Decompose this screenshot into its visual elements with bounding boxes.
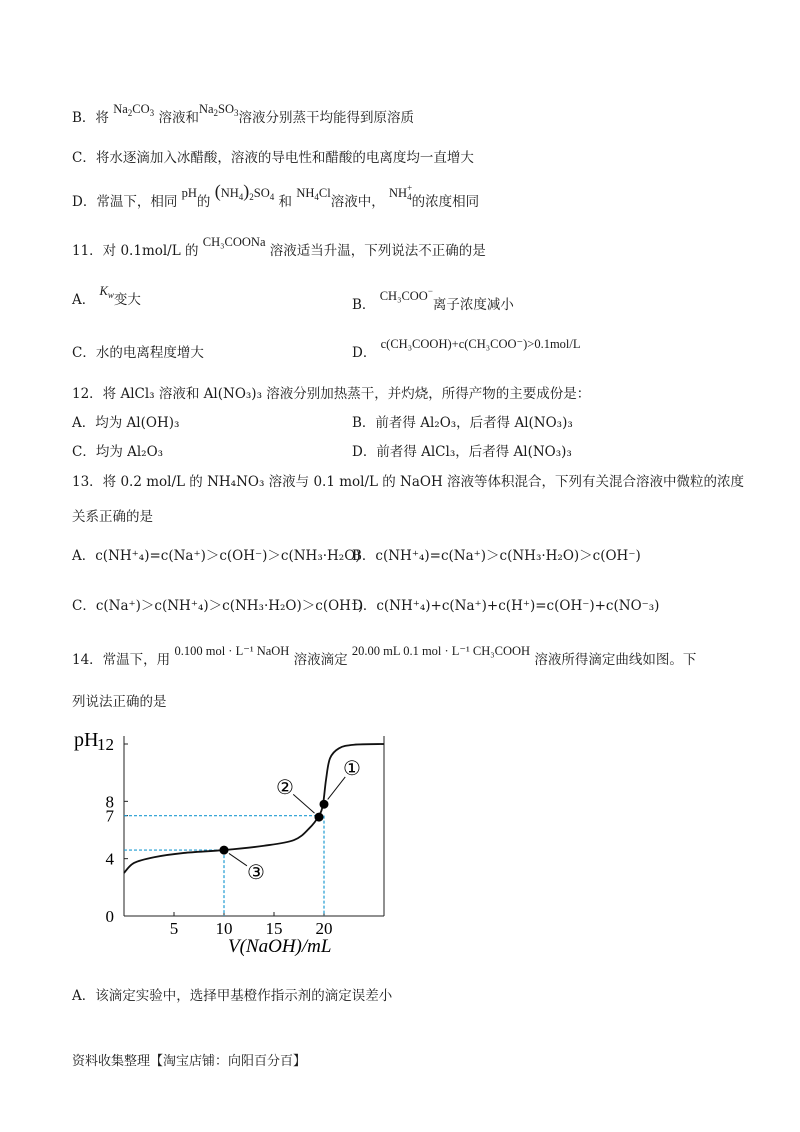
q13-stem-line1: 13．将 0.2 mol/L 的 NH₄NO₃ 溶液与 0.1 mol/L 的 NaOH 溶液等体积混合，下列有关混合溶液中微粒的浓度 — [72, 474, 745, 490]
q11-option-c: C．水的电离程度增大 — [72, 345, 204, 361]
q13-stem-line2: 关系正确的是 — [72, 509, 153, 525]
point-leader-line — [328, 777, 346, 800]
q12-option-d: D．前者得 AlCl₃，后者得 Al(NO₃)₃ — [352, 444, 572, 460]
nh4cl-formula: $NH_4Cl$ — [296, 186, 331, 202]
q11-option-b: B． CH₃COO−离子浓度减小 — [352, 286, 514, 313]
footer-source: 资料收集整理【淘宝店铺：向阳百分百】 — [72, 1054, 307, 1069]
option-c-q10: C．将水逐滴加入冰醋酸，溶液的导电性和醋酸的电离度均一直增大 — [72, 150, 474, 166]
ammonium-ion: $NH^+_4$ — [389, 183, 413, 202]
acetic-acid-reagent: 20.00 mL 0.1 mol · L⁻¹ CH₃COOH — [351, 644, 531, 658]
x-tick-label: 5 — [169, 919, 179, 938]
q13-option-b: B．c(NH⁺₄)=c(Na⁺)＞c(NH₃·H₂O)＞c(OH⁻) — [352, 548, 641, 564]
marked-point — [220, 846, 229, 855]
q13-option-a: A．c(NH⁺₄)=c(Na⁺)＞c(OH⁻)＞c(NH₃·H₂O) — [72, 548, 361, 564]
q11-stem: 11．对 0.1mol/L 的 CH₃COONa 溶液适当升温，下列说法不正确的是 — [72, 235, 486, 259]
option-d-q10: D．常温下，相同 pH的 $(NH_4)_2SO_4$ 和 $NH_4Cl$溶液中， $NH^+_4$的浓度相同 — [72, 181, 480, 210]
q12-option-a: A．均为 Al(OH)₃ — [72, 415, 180, 431]
point-label: ② — [276, 777, 294, 800]
q13-option-c: C．c(Na⁺)＞c(NH⁺₄)＞c(NH₃·H₂O)＞c(OH⁻) — [72, 598, 364, 614]
y-axis-label: pH — [74, 729, 99, 751]
conc-sum-formula: c(CH₃COOH)+c(CH₃COO⁻)>0.1mol/L — [380, 337, 581, 351]
ammonium-sulfate-formula: $(NH_4)_2SO_4$ — [214, 181, 275, 202]
point-leader-line — [229, 853, 247, 865]
q12-stem: 12．将 AlCl₃ 溶液和 Al(NO₃)₃ 溶液分别加热蒸干，并灼烧，所得产物的主要成份是： — [72, 386, 591, 402]
point-label: ① — [343, 758, 361, 781]
x-axis-label: V(NaOH)/mL — [228, 936, 332, 957]
naoh-reagent: 0.100 mol · L⁻¹ NaOH — [174, 644, 290, 658]
marked-point — [315, 813, 324, 822]
q14-stem: 14．常温下，用 0.100 mol · L⁻¹ NaOH 溶液滴定 20.00 mL 0.1 mol · L⁻¹ CH₃COOH 溶液所得滴定曲线如图。下 — [72, 644, 697, 668]
q12-option-c: C．均为 Al₂O₃ — [72, 444, 164, 460]
y-tick-label: 8 — [105, 792, 114, 812]
q12-option-b: B．前者得 Al₂O₃，后者得 Al(NO₃)₃ — [352, 415, 573, 431]
y-tick-label: 4 — [105, 849, 114, 869]
x-tick-label: 20 — [315, 919, 333, 938]
x-tick-label: 10 — [215, 919, 233, 938]
point-label: ③ — [247, 862, 265, 885]
marked-point — [320, 800, 329, 809]
ph-symbol: pH — [181, 186, 197, 200]
na2co3-formula: $Na_2CO_3$ — [113, 102, 155, 118]
q11-option-a: A． $K_w$变大 — [72, 284, 141, 308]
point-leader-line — [293, 794, 314, 813]
option-b-q10: B．将 $Na_2CO_3$ 溶液和$Na_2SO_3$溶液分别蒸干均能得到原溶质 — [72, 102, 415, 126]
sodium-acetate-formula: CH₃COONa — [202, 235, 266, 249]
q13-option-d: D．c(NH⁺₄)+c(Na⁺)+c(H⁺)=c(OH⁻)+c(NO⁻₃) — [352, 598, 660, 614]
titration-chart — [68, 722, 408, 957]
kw-symbol: $K_w$ — [99, 284, 114, 300]
x-tick-label: 15 — [265, 919, 283, 938]
y-tick-label: 0 — [105, 907, 114, 926]
y-tick-label: 7 — [105, 806, 114, 826]
acetate-ion: CH₃COO− — [379, 286, 433, 303]
q11-option-d: D． c(CH₃COOH)+c(CH₃COO⁻)>0.1mol/L — [352, 337, 581, 361]
na2so3-formula: $Na_2SO_3$ — [198, 102, 239, 118]
q14-stem-line2: 列说法正确的是 — [72, 694, 167, 710]
q14-option-a: A．该滴定实验中，选择甲基橙作指示剂的滴定误差小 — [72, 988, 393, 1004]
y-tick-label: 12 — [97, 735, 114, 754]
